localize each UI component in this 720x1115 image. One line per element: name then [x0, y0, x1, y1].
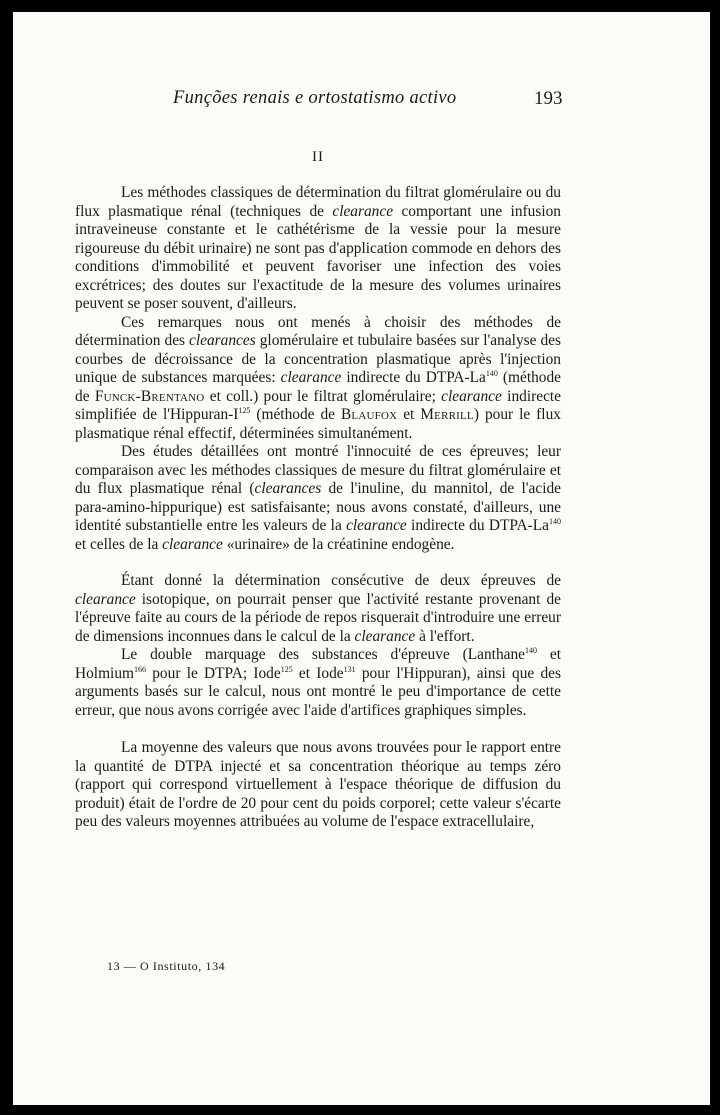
author-name: Blaufox — [340, 406, 398, 423]
signature-mark: 13 — O Instituto, 134 — [107, 959, 226, 973]
paragraph-3: Des études détaillées ont montré l'innocuité de ces épreuves; leur comparaison avec les méthodes classiques de mesure du filtrat glomérulaire et du flux plasmatique rénal (clearances de l'inuline, du mannitol, de l'acide para-amino-hippurique) est satisfaisante; nous avons constaté, d'ailleurs, une identité substantielle entre les valeurs de la clearance indirecte du DTPA-La$^{140}$ et celles de la clearance «urinaire» de la créatinine endogène. — [75, 443, 562, 553]
page-number: 193 — [534, 88, 563, 109]
running-head-title: Funções renais e ortostatismo activo — [173, 88, 457, 108]
paragraph-6: La moyenne des valeurs que nous avons trouvées pour le rapport entre la quantité de DTPA injecté et sa concentration théorique au temps zéro (rapport qui correspond virtuellement à l'espace théorique de diffusion du produit) était de l'ordre de 20 pour cent du poids corporel; cette valeur s'écarte peu des valeurs moyennes attribuées au volume de l'espace extracellulaire, — [75, 739, 561, 830]
body-text — [75, 184, 561, 832]
paragraph-2: Ces remarques nous ont menés à choisir des méthodes de détermination des clearances glomérulaire et tubulaire basées sur l'analyse des courbes de décroissance de la concentration plasmatique après l'injection unique de substances marquées: clearance indirecte du DTPA-La$^{140}$ (méthode de Funck-Brentano et coll.) pour le filtrat glomérulaire; clearance indirecte simplifiée de $l'Hippuran-I^{125}$ (méthode de Blaufox et Merrill) pour le flux plasmatique rénal effectif, déterminées simultanément. — [75, 313, 562, 442]
paragraph-5: Le double marquage des substances d'épreuve (Lanthane$^{140}$ et Holmium$^{166}$ pour le DTPA; Iode$^{125}$ et Iode$^{131}$ pour l'Hippuran), ainsi que des arguments basés sur le calcul, nous ont montré le peu d'importance de cette erreur, que nous avons corrigée avec l'aide d'artifices graphiques simples. — [75, 645, 561, 719]
book-page — [13, 12, 710, 1105]
paragraph-4: Étant donné la détermination consécutive de deux épreuves de clearance isotopique, on pourrait penser que l'activité restante provenant de l'épreuve faite au cours de la période de repos risquerait d'introduire une erreur de dimensions inconnues dans le calcul de la clearance à l'effort. — [75, 572, 561, 645]
author-name: Funck-Brentano — [94, 387, 205, 405]
paragraph-1: Les méthodes classiques de détermination du filtrat glomérulaire ou du flux plasmatique rénal (techniques de clearance comportant une infusion intraveineuse constante et le cathétérisme de la vessie pour la mesure rigoureuse du débit urinaire) ne sont pas d'application commode en dehors des conditions d'immobilité et peuvent favoriser une infection des voies excrétrices; des doutes sur l'exactitude de la mesure des volumes urinaires peuvent se poser souvent, d'ailleurs. — [75, 184, 561, 312]
section-heading: II — [312, 149, 324, 165]
author-name: Merrill — [420, 406, 474, 423]
